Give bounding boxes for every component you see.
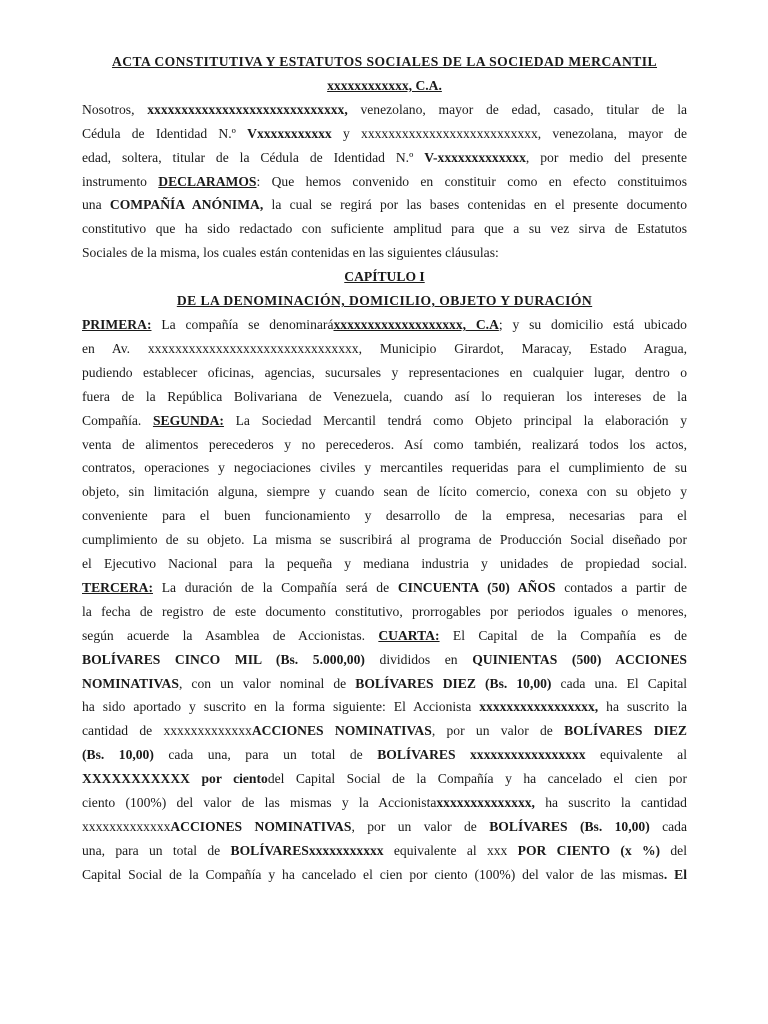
- clause-line: ciento (100%) del valor de las mismas y la Accionistaxxxxxxxxxxxxxx, ha suscrito la cantidad: [82, 795, 687, 811]
- clause-line: en Av. xxxxxxxxxxxxxxxxxxxxxxxxxxxxxxx, Municipio Girardot, Maracay, Estado Aragua,: [82, 340, 687, 356]
- clause-line: pudiendo establecer oficinas, agencias, sucursales y representaciones en cualquier lugar, dentro o: [82, 364, 687, 380]
- clause-line: NOMINATIVAS, con un valor nominal de BOLÍVARES DIEZ (Bs. 10,00) cada una. El Capital: [82, 675, 688, 691]
- clause-tercera: TERCERA:: [82, 579, 153, 595]
- intro-line: una COMPAÑÍA ANÓNIMA, la cual se regirá por las bases contenidas en el presente documento: [82, 197, 687, 213]
- clause-line: Capital Social de la Compañía y ha cancelado el cien por ciento (100%) del valor de las mismas. El: [82, 866, 688, 882]
- chapter-heading: CAPÍTULO I: [344, 269, 425, 285]
- clause-primera: PRIMERA:: [82, 316, 152, 332]
- clause-line: conveniente para el buen funcionamiento y desarrollo de la empresa, necesarias para el: [82, 508, 687, 524]
- declaramos-keyword: DECLARAMOS: [158, 173, 257, 189]
- clause-line: PRIMERA: La compañía se denominaráxxxxxxxxxxxxxxxxxxx, C.A; y su domicilio está ubicado: [82, 316, 687, 332]
- document-page: [82, 50, 687, 887]
- clause-line: la fecha de registro de este documento constitutivo, prorrogables por periodos iguales o menores,: [82, 603, 687, 619]
- clause-line: BOLÍVARES CINCO MIL (Bs. 5.000,00) divididos en QUINIENTAS (500) ACCIONES: [82, 651, 687, 667]
- clause-line: xxxxxxxxxxxxxACCIONES NOMINATIVAS, por un valor de BOLÍVARES (Bs. 10,00) cada: [82, 819, 687, 834]
- intro-line: edad, soltera, titular de la Cédula de Identidad N.º V-xxxxxxxxxxxxx, por medio del presente: [82, 149, 687, 165]
- intro-paragraph: [82, 98, 687, 265]
- clause-line: contratos, operaciones y negociaciones civiles y mercantiles requeridas para el cumplimiento de su: [82, 460, 687, 476]
- clause-line: según acuerde la Asamblea de Accionistas. CUARTA: El Capital de la Compañía es de: [82, 627, 687, 643]
- company-name: xxxxxxxxxxxx, C.A.: [327, 77, 442, 93]
- clause-line: el Ejecutivo Nacional para la pequeña y mediana industria y unidades de propiedad social.: [82, 556, 687, 572]
- clause-line: XXXXXXXXXXX por cientodel Capital Social de la Compañía y ha cancelado el cien por: [82, 771, 687, 787]
- intro-line: Nosotros, xxxxxxxxxxxxxxxxxxxxxxxxxxxxx, venezolano, mayor de edad, casado, titular de la: [82, 101, 688, 117]
- clause-line: una, para un total de BOLÍVARESxxxxxxxxxxx equivalente al xxx POR CIENTO (x %) del: [82, 842, 687, 858]
- clause-line: fuera de la República Bolivariana de Venezuela, cuando así lo requieran los intereses de la: [82, 388, 687, 404]
- intro-line: constitutivo que ha sido redactado con suficiente amplitud para que a su vez sirva de Estatutos: [82, 221, 687, 237]
- clause-line: (Bs. 10,00) cada una, para un total de BOLÍVARES xxxxxxxxxxxxxxxxx equivalente al: [82, 747, 687, 763]
- clause-line: objeto, sin limitación alguna, siempre y cuando sean de lícito comercio, conexa con su objeto y: [82, 484, 687, 500]
- clause-line: cantidad de xxxxxxxxxxxxxACCIONES NOMINATIVAS, por un valor de BOLÍVARES DIEZ: [82, 723, 687, 739]
- chapter-title: DE LA DENOMINACIÓN, DOMICILIO, OBJETO Y DURACIÓN: [176, 293, 593, 309]
- clause-cuarta: CUARTA:: [378, 627, 440, 643]
- clause-line: ha sido aportado y suscrito en la forma siguiente: El Accionista xxxxxxxxxxxxxxxxx, ha suscrito la: [82, 699, 688, 715]
- clause-segunda: SEGUNDA:: [152, 412, 224, 428]
- document-title: ACTA CONSTITUTIVA Y ESTATUTOS SOCIALES DE LA SOCIEDAD MERCANTIL: [111, 54, 658, 69]
- clause-line: venta de alimentos perecederos y no perecederos. Así como también, realizará todos los actos,: [82, 436, 687, 452]
- clause-line: Compañía. SEGUNDA: La Sociedad Mercantil tendrá como Objeto principal la elaboración y: [82, 412, 687, 428]
- intro-line: instrumento DECLARAMOS: Que hemos convenido en constituir como en efecto constituimos: [82, 173, 687, 189]
- clause-line: TERCERA: La duración de la Compañía será de CINCUENTA (50) AÑOS contados a partir de: [82, 579, 687, 595]
- clauses-paragraph: [82, 313, 687, 887]
- intro-line: Cédula de Identidad N.º Vxxxxxxxxxxx y xxxxxxxxxxxxxxxxxxxxxxxxxx, venezolana, mayor de: [82, 125, 688, 141]
- clause-line: cumplimiento de su objeto. La misma se suscribirá al programa de Producción Social diseñado por: [82, 532, 687, 548]
- intro-line: Sociales de la misma, los cuales están contenidas en las siguientes cláusulas:: [82, 245, 499, 261]
